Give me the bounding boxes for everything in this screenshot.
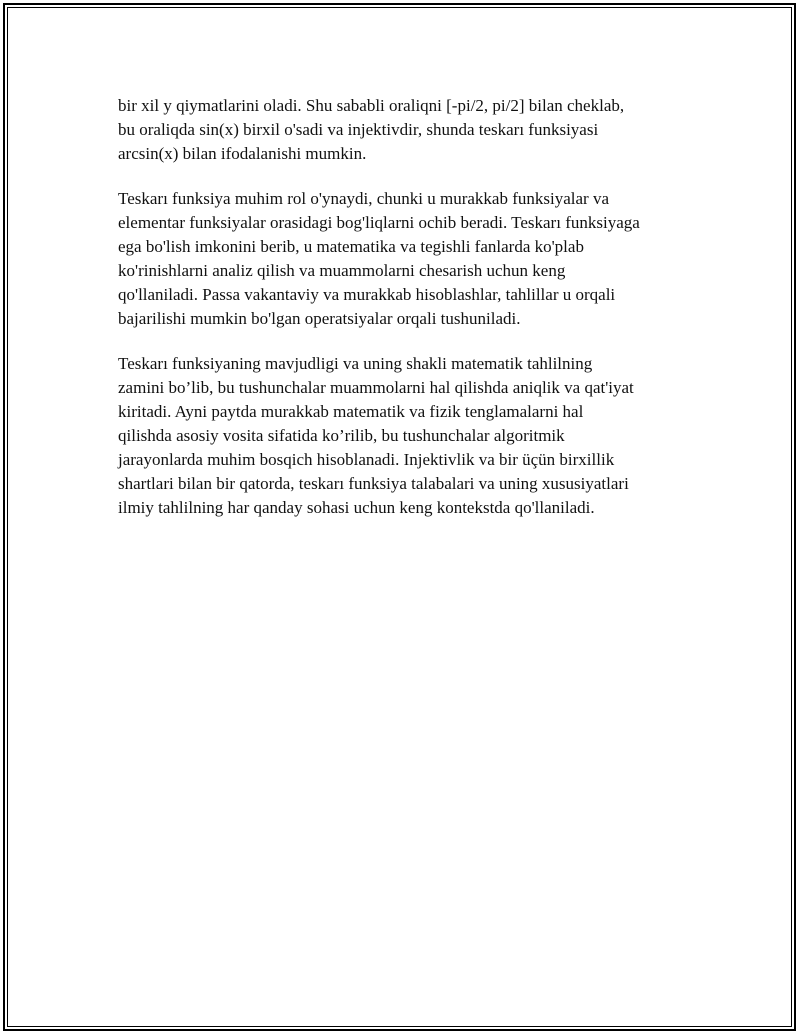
text-line: zamini bo’lib, bu tushunchalar muammolarni hal qilishda aniqlik va qat'iyat bbox=[118, 378, 634, 397]
text-line: elementar funksiyalar orasidagi bog'liqlarni ochib beradi. Teskarı funksiyaga bbox=[118, 213, 640, 232]
text-line: qilishda asosiy vosita sifatida ko’rilib, bu tushunchalar algoritmik bbox=[118, 426, 565, 445]
text-line: ilmiy tahlilning har qanday sohasi uchun keng kontekstda qo'llaniladi. bbox=[118, 498, 595, 517]
text-line: bajarilishi mumkin bo'lgan operatsiyalar orqali tushuniladi. bbox=[118, 309, 521, 328]
text-line: shartlari bilan bir qatorda, teskarı funksiya talabalari va uning xususiyatlari bbox=[118, 474, 629, 493]
text-line: ko'rinishlarni analiz qilish va muammolarni chesarish uchun keng bbox=[118, 261, 566, 280]
text-line: arcsin(x) bilan ifodalanishi mumkin. bbox=[118, 144, 367, 163]
text-line: ega bo'lish imkonini berib, u matematika va tegishli fanlarda ko'plab bbox=[118, 237, 584, 256]
text-line: jarayonlarda muhim bosqich hisoblanadi. Injektivlik va bir üçün birxillik bbox=[118, 450, 615, 469]
text-line: Teskarı funksiya muhim rol o'ynaydi, chunki u murakkab funksiyalar va bbox=[118, 189, 609, 208]
text-line: qo'llaniladi. Passa vakantaviy va murakkab hisoblashlar, tahlillar u orqali bbox=[118, 285, 616, 304]
text-line: bu oraliqda sin(x) birxil o'sadi va injektivdir, shunda teskarı funksiyasi bbox=[118, 120, 599, 139]
paragraph-3 bbox=[118, 352, 718, 520]
text-line: kiritadi. Ayni paytda murakkab matematik va fizik tenglamalarni hal bbox=[118, 402, 584, 421]
paragraph-1 bbox=[118, 94, 718, 166]
paragraph-2 bbox=[118, 187, 718, 331]
text-line: Teskarı funksiyaning mavjudligi va uning shakli matematik tahlilning bbox=[118, 354, 593, 373]
text-line: bir xil y qiymatlarini oladi. Shu sababli oraliqni [-pi/2, pi/2] bilan cheklab, bbox=[118, 96, 625, 115]
document-body bbox=[118, 94, 718, 541]
